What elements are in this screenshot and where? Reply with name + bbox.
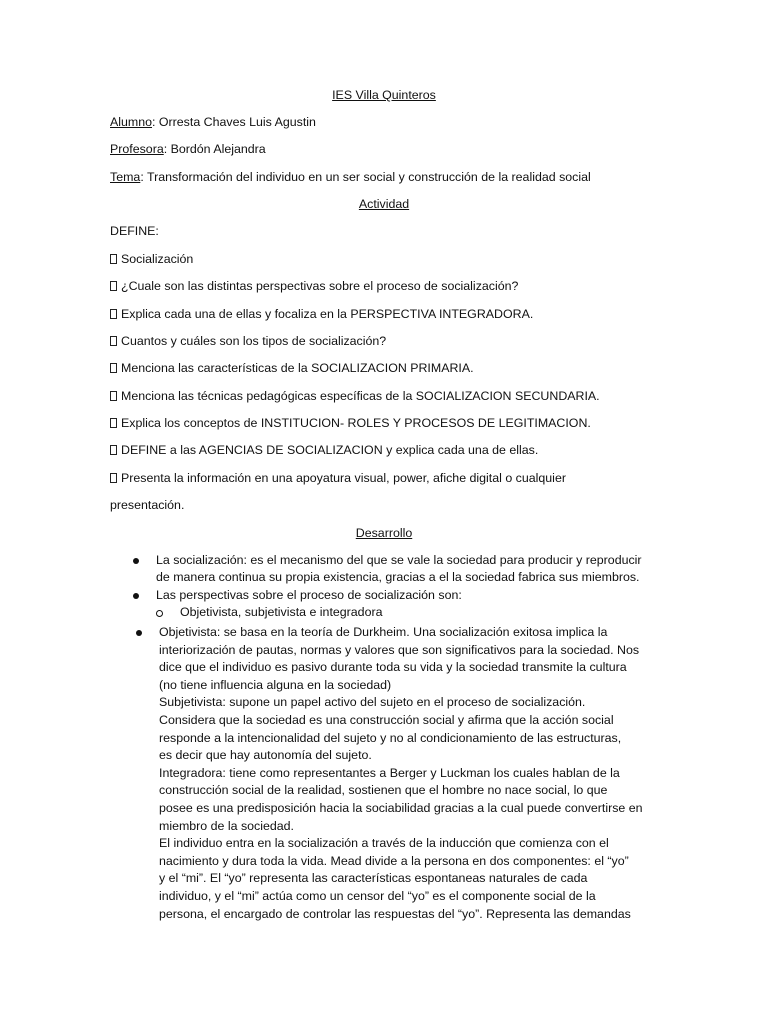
topic-label: Tema: [110, 170, 141, 184]
bullet-icon: [133, 558, 139, 564]
teacher-label: Profesora: [110, 142, 164, 156]
development-title: Desarrollo: [355, 526, 413, 540]
missing-glyph-icon: [110, 363, 117, 373]
bullet3-line: miembro de la sociedad.: [159, 818, 294, 833]
activity-item: Menciona las características de la SOCIALIZACION PRIMARIA.: [110, 360, 474, 376]
bullet3-line: construcción social de la realidad, sostienen que el hombre no nace social, lo que: [159, 783, 608, 798]
circle-bullet-icon: [156, 610, 163, 617]
activity-title: Actividad: [358, 197, 410, 211]
missing-glyph-icon: [110, 391, 117, 401]
activity-item: Explica cada una de ellas y focaliza en la PERSPECTIVA INTEGRADORA.: [110, 306, 533, 322]
activity-item: Menciona las técnicas pedagógicas específicas de la SOCIALIZACION SECUNDARIA.: [110, 388, 600, 404]
activity-item: Explica los conceptos de INSTITUCION- ROLES Y PROCESOS DE LEGITIMACION.: [110, 415, 591, 431]
sub-bullet-line: Objetivista, subjetivista e integradora: [180, 605, 383, 619]
school-title: IES Villa Quinteros: [332, 88, 436, 102]
activity-item: Presenta la información en una apoyatura visual, power, afiche digital o cualquier: [110, 470, 566, 486]
activity-continuation: presentación.: [110, 498, 185, 512]
activity-item: ¿Cuale son las distintas perspectivas sobre el proceso de socialización?: [110, 278, 518, 294]
bullet1-line: de manera continua su propia existencia, gracias a el la sociedad fabrica sus miembros.: [156, 570, 640, 584]
bullet1-line: La socialización: es el mecanismo del que se vale la sociedad para producir y reproducir: [156, 553, 642, 567]
activity-item: DEFINE a las AGENCIAS DE SOCIALIZACION y explica cada una de ellas.: [110, 442, 538, 458]
topic-line: [110, 169, 591, 185]
bullet-icon: [136, 630, 142, 636]
bullet3-line: persona, el encargado de controlar las respuestas del “yo”. Representa las demandas: [159, 906, 631, 921]
teacher-value: : Bordón Alejandra: [163, 142, 266, 156]
bullet3-line: Objetivista: se basa en la teoría de Durkheim. Una socialización exitosa implica la: [159, 625, 608, 639]
missing-glyph-icon: [110, 336, 117, 346]
bullet3-line: Considera que la sociedad es una construcción social y afirma que la acción social: [159, 713, 614, 727]
bullet3-line: Subjetivista: supone un papel activo del sujeto en el proceso de socialización.: [159, 695, 586, 710]
missing-glyph-icon: [110, 309, 117, 319]
activity-item: Socialización: [110, 251, 193, 267]
missing-glyph-icon: [110, 445, 117, 455]
missing-glyph-icon: [110, 473, 117, 483]
bullet3-line: responde a la intencionalidad del sujeto y no al condicionamiento de las estructuras,: [159, 730, 622, 745]
bullet3-line: posee es una predisposición hacia la sociabilidad gracias a la cual puede convertirse en: [159, 801, 643, 815]
bullet2-line: Las perspectivas sobre el proceso de socialización son:: [156, 588, 462, 602]
bullet-icon: [133, 593, 139, 599]
define-label: DEFINE:: [110, 224, 159, 238]
student-value: : Orresta Chaves Luis Agustin: [152, 115, 316, 129]
bullet3-line: nacimiento y dura toda la vida. Mead divide a la persona en dos componentes: el “yo”: [159, 853, 629, 868]
topic-value: : Transformación del individuo en un ser social y construcción de la realidad social: [140, 170, 591, 184]
teacher-line: [110, 141, 266, 157]
bullet3-line: dice que el individuo es pasivo durante toda su vida y la sociedad transmite la cultura: [159, 660, 627, 675]
bullet3-line: El individuo entra en la socialización a través de la inducción que comienza con el: [159, 836, 609, 851]
activity-item: Cuantos y cuáles son los tipos de socialización?: [110, 333, 386, 349]
missing-glyph-icon: [110, 418, 117, 428]
bullet3-line: individuo, y el “mi” actúa como un censor del “yo” es el componente social de la: [159, 889, 596, 903]
bullet3-line: Integradora: tiene como representantes a Berger y Luckman los cuales hablan de la: [159, 765, 620, 780]
bullet3-line: y el “mi”. El “yo” representa las características espontaneas naturales de cada: [159, 871, 588, 886]
student-label: Alumno: [110, 115, 153, 129]
bullet3-line: (no tiene influencia alguna en la sociedad): [159, 677, 392, 692]
student-line: [110, 114, 316, 130]
bullet3-line: interiorización de pautas, normas y valores que son significativos para la sociedad. Nos: [159, 642, 640, 657]
bullet3-line: es decir que hay autonomía del sujeto.: [159, 748, 372, 763]
missing-glyph-icon: [110, 254, 117, 264]
missing-glyph-icon: [110, 281, 117, 291]
